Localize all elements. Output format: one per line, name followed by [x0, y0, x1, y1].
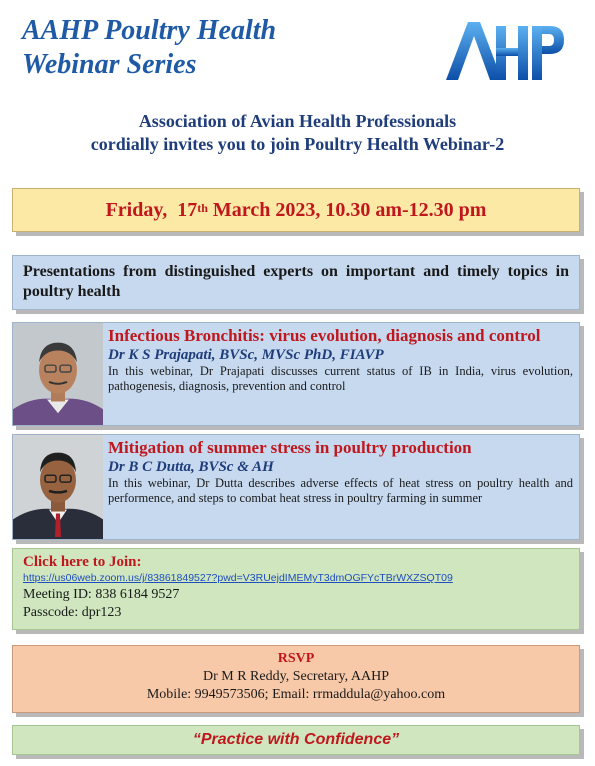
- join-info-box: [12, 548, 580, 630]
- talk-1-title: Infectious Bronchitis: virus evolution, diagnosis and control: [108, 326, 541, 345]
- event-date-suffix: th: [197, 200, 208, 215]
- title-line-2: Webinar Series: [22, 49, 197, 80]
- talk-2-title: Mitigation of summer stress in poultry production: [108, 438, 472, 457]
- event-date-banner: [12, 188, 580, 232]
- speaker-photo-dutta: [13, 435, 103, 539]
- talk-2-description: In this webinar, Dr Dutta describes adverse effects of heat stress on poultry health and performence, and steps to combat heat stress in poultry farming in summer: [108, 476, 573, 505]
- meeting-id: Meeting ID: 838 6184 9527: [23, 587, 180, 602]
- rsvp-label: RSVP: [277, 651, 315, 666]
- event-date-number: 17: [177, 198, 198, 221]
- invitation-line-1: Association of Avian Health Professionals: [138, 111, 457, 131]
- aahp-logo: [446, 20, 566, 82]
- rsvp-box: [12, 645, 580, 713]
- title-line-1: AAHP Poultry Health: [22, 15, 277, 46]
- motto-text: “Practice with Confidence”: [192, 731, 400, 748]
- speaker-photo-prajapati: [13, 323, 103, 425]
- invitation-line-2: cordially invites you to join Poultry Health Webinar-2: [90, 134, 505, 154]
- event-date-time: March 2023, 10.30 am-12.30 pm: [212, 198, 487, 221]
- event-day: Friday,: [105, 198, 168, 221]
- rsvp-contact: Dr M R Reddy, Secretary, AAHP: [203, 669, 389, 684]
- rsvp-details: Mobile: 9949573506; Email: rrmaddula@yahoo.com: [146, 687, 446, 702]
- page-title: [22, 14, 382, 82]
- talk-1-description: In this webinar, Dr Prajapati discusses current status of IB in India, virus evolution, pathogenesis, diagnosis, prevention and control: [108, 364, 573, 393]
- talk-1-speaker: Dr K S Prajapati, BVSc, MVSc PhD, FIAVP: [108, 347, 384, 363]
- presentations-text: Presentations from distinguished experts on important and timely topics in poultry health: [23, 263, 569, 300]
- join-label: Click here to Join:: [23, 554, 142, 570]
- talk-2-speaker: Dr B C Dutta, BVSc & AH: [108, 459, 274, 475]
- motto-banner: [12, 725, 580, 755]
- invitation-text: [0, 110, 595, 156]
- zoom-join-link[interactable]: https://us06web.zoom.us/j/83861849527?pwd=V3RUejdIMEMyT3dmOGFYcTBrWXZSQT09: [23, 572, 453, 584]
- talk-card-1: [12, 322, 580, 426]
- presentations-intro: [12, 255, 580, 310]
- talk-card-2: [12, 434, 580, 540]
- passcode: Passcode: dpr123: [23, 605, 122, 620]
